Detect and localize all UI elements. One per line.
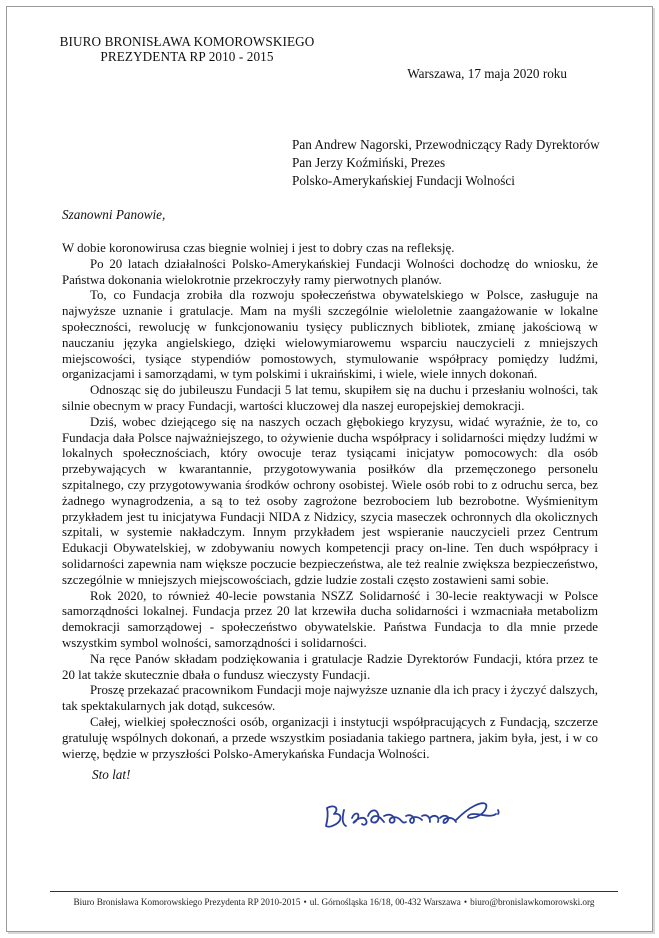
letter-date: Warszawa, 17 maja 2020 roku: [407, 66, 567, 81]
body-paragraph: Odnosząc się do jubileuszu Fundacji 5 lat temu, skupiłem się na duchu i przesłaniu wolności, tak silnie obecnym w pracy Fundacji, wartości kluczowej dla naszej europejskiej demokracji.: [62, 383, 598, 413]
body-paragraph: Całej, wielkiej społeczności osób, organizacji i instytucji współpracujących z Fundacją, szczerze gratuluję wspólnych dokonań, a przede wszystkim posiadania takiego partnera, jakim była, jest, i w co wierzę, będzie w przyszłości Polsko-Amerykańska Fundacja Wolności.: [62, 714, 598, 761]
recipient-line: Pan Andrew Nagorski, Przewodniczący Rady Dyrektorów: [292, 137, 600, 152]
footer-address: ul. Górnośląska 16/18, 00-432 Warszawa: [309, 897, 461, 907]
recipient-line: Polsko-Amerykańskiej Fundacji Wolności: [292, 173, 515, 188]
body-paragraph: To, co Fundacja zrobiła dla rozwoju społeczeństwa obywatelskiego w Polsce, zasługuje na najwyższe uznanie i gratulacje. Mam na myśli szczególnie wieloletnie zaangażowanie w lokalne społeczności, rewolucję w funkcjonowaniu tysięcy publicznych bibliotek, zmianę jakościową w nauczaniu języka angielskiego, dzięki wielowymiarowemu wsparciu nauczycieli z mniejszych miejscowości, tysiące stypendiów pomostowych, stymulowanie współpracy pomiędzy ludźmi, organizacjami i samorządami, w tym polskimi i ukraińskimi, i wiele, wiele innych dokonań.: [62, 288, 598, 382]
footer-email[interactable]: biuro@bronislawkomorowski.org: [470, 897, 595, 907]
letter-body: [62, 241, 598, 762]
footer-separator: •: [463, 897, 468, 907]
footer-separator: •: [303, 897, 307, 907]
body-paragraph: Na ręce Panów składam podziękowania i gratulacje Radzie Dyrektorów Fundacji, która przez te 20 lat także skutecznie dbała o fundusz wieczysty Fundacji.: [62, 651, 598, 682]
recipient-block: [292, 136, 600, 190]
salutation: Szanowni Panowie,: [62, 207, 166, 222]
body-paragraph: Po 20 latach działalności Polsko-Amerykańskiej Fundacji Wolności dochodzę do wniosku, że Państwa dokonania wielokrotnie przekroczyły ramy pierwotnych planów.: [62, 256, 598, 287]
closing-phrase: Sto lat!: [92, 767, 131, 782]
letterhead: [52, 34, 322, 64]
recipient-line: Pan Jerzy Koźmiński, Prezes: [292, 155, 446, 170]
footer: [50, 897, 618, 907]
footer-divider: [50, 891, 618, 892]
body-paragraph: W dobie koronowirusa czas biegnie wolniej i jest to dobry czas na refleksję.: [62, 241, 455, 255]
handwritten-signature: [318, 796, 528, 842]
body-paragraph: Proszę przekazać pracownikom Fundacji moje najwyższe uznanie dla ich pracy i życzyć dalszych, tak spektakularnych jak dotąd, sukcesów.: [62, 683, 598, 714]
letterhead-office-name: BIURO BRONISŁAWA KOMOROWSKIEGO: [59, 34, 315, 49]
letterhead-office-title: PREZYDENTA RP 2010 - 2015: [100, 49, 274, 64]
body-paragraph: Dziś, wobec dziejącego się na naszych oczach głębokiego kryzysu, widać wyraźnie, że to, co Fundacja dała Polsce najważniejszego, to ożywienie ducha współpracy i solidarności między ludźmi w lokalnych społecznościach, który owocuje teraz tysiącami inicjatyw pomocowych: dla osób przebywających w kwarantannie, przygotowywania posiłków dla przemęczonego personelu szpitalnego, czy przygotowywania środków ochrony osobistej. Wiele osób robi to z odruchu serca, bez żadnego wynagrodzenia, a są to też osoby zagrożone bezrobociem lub bezrobotne. Wyśmienitym przykładem jest tu inicjatywa Fundacji NIDA z Nidzicy, szycia maseczek ochronnych dla okolicznych szpitali, w systemie nakładczym. Innym przykładem jest wspieranie nauczycieli przez Centrum Edukacji Obywatelskiej, w zdobywaniu nowych kompetencji pracy on-line. Ten duch współpracy i solidarności zapewnia nam większe poczucie bezpieczeństwa, ale też realnie zwiększa bezpieczeństwo, szczególnie w mniejszych miejscowościach, gdzie ludzie zostali często zostawieni sami sobie.: [62, 414, 598, 587]
footer-office: Biuro Bronisława Komorowskiego Prezydenta RP 2010-2015: [73, 897, 301, 907]
body-paragraph: Rok 2020, to również 40-lecie powstania NSZZ Solidarność i 30-lecie reaktywacji w Polsce samorządności lokalnej. Fundacja przez 20 lat krzewiła ducha solidarności i wzmacniała metabolizm demokracji samorządowej - społeczeństwo obywatelskie. Państwa Fundacja to dla mnie przede wszystkim symbol wolności, samorządności i solidarności.: [62, 588, 598, 650]
